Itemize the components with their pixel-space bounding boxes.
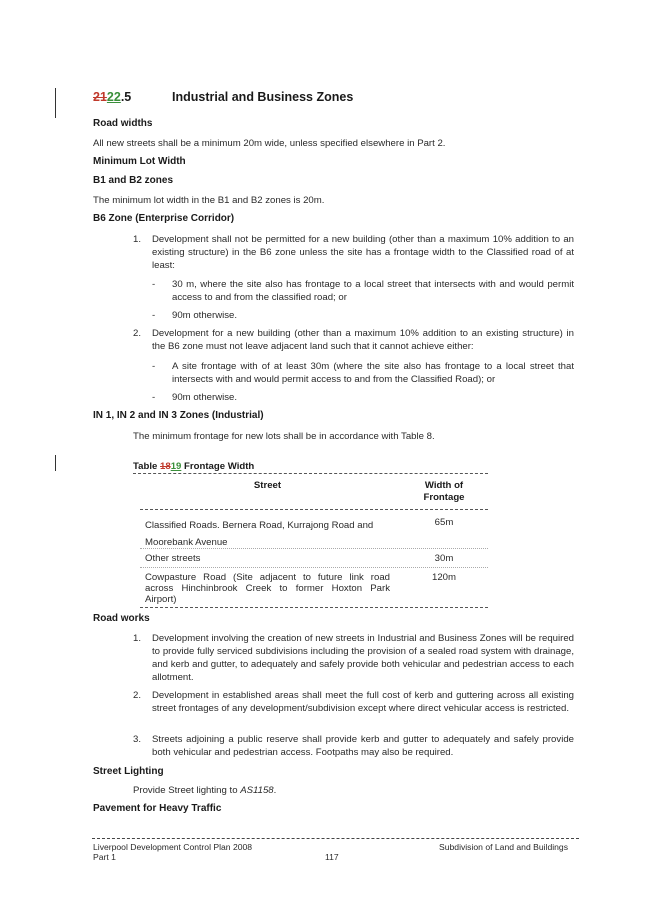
list-item: Development in established areas shall meet the full cost of kerb and guttering across all existing street frontages of any development/subdivision except where direct vehicular access is restricted. [152, 690, 574, 714]
change-bar [55, 88, 56, 118]
road-widths-text: All new streets shall be a minimum 20m wide, unless specified elsewhere in Part 2. [93, 138, 446, 149]
footer-part: Part 1 [93, 852, 116, 862]
table-cell-width: 120m [432, 572, 456, 583]
list-item: Streets adjoining a public reserve shall provide kerb and gutter to adequately and safely provide both vehicular and pedestrian access. Footpaths may also be required. [152, 734, 574, 758]
list-item: Development shall not be permitted for a new building (other than a maximum 10% addition to an existing structure) in the B6 zone unless the site has a frontage width to the Classified road of at least: [152, 234, 574, 271]
footer-chapter: Subdivision of Land and Buildings [439, 842, 568, 852]
section-number: 2122.5 [93, 90, 132, 104]
table-rule [140, 567, 488, 568]
page-number: 117 [325, 852, 339, 862]
min-lot-heading: Minimum Lot Width [93, 156, 186, 167]
table-caption: Table 1819 Frontage Width [133, 461, 255, 472]
footer-rule [92, 838, 579, 839]
pavement-heading: Pavement for Heavy Traffic [93, 803, 222, 814]
list-number: 1. [133, 633, 142, 644]
table-cell-street: Classified Roads. Bernera Road, Kurrajong Road and Moorebank Avenue [145, 520, 374, 548]
table-cell-street: Other streets [145, 553, 201, 564]
street-lighting-text: Provide Street lighting to AS1158. [133, 785, 277, 796]
b6-heading: B6 Zone (Enterprise Corridor) [93, 213, 235, 224]
sub-list-item: 90m otherwise. [172, 392, 238, 403]
table-rule [140, 548, 488, 549]
in-zones-heading: IN 1, IN 2 and IN 3 Zones (Industrial) [93, 410, 264, 421]
table-cell-width: 65m [434, 517, 454, 528]
change-bar [55, 455, 56, 471]
table-cell-street: Cowpasture Road (Site adjacent to future link road across Hinchinbrook Creek to former Hoxton Park Airport) [145, 572, 390, 605]
dash-bullet: - [152, 310, 156, 321]
table-rule [133, 473, 488, 474]
b1-b2-heading: B1 and B2 zones [93, 175, 174, 186]
footer-doc-title: Liverpool Development Control Plan 2008 [93, 842, 253, 852]
list-number: 1. [133, 234, 142, 245]
in-zones-text: The minimum frontage for new lots shall be in accordance with Table 8. [133, 431, 435, 442]
table-header-street: Street [253, 480, 282, 491]
table-header-width: Width of Frontage [423, 480, 465, 503]
min-lot-text: The minimum lot width in the B1 and B2 zones is 20m. [93, 195, 325, 206]
table-cell-width: 30m [434, 553, 454, 564]
standard-reference: AS1158 [240, 785, 274, 796]
list-number: 2. [133, 328, 142, 339]
section-title: Industrial and Business Zones [172, 90, 354, 104]
road-works-heading: Road works [93, 613, 150, 624]
street-lighting-heading: Street Lighting [93, 766, 164, 777]
list-item: Development for a new building (other than a maximum 10% addition to an existing structure) in the B6 zone must not leave adjacent land such that it cannot achieve either: [152, 328, 574, 352]
dash-bullet: - [152, 279, 156, 290]
list-number: 3. [133, 734, 142, 745]
sub-list-item: 90m otherwise. [172, 310, 238, 321]
road-widths-heading: Road widths [93, 118, 153, 129]
dash-bullet: - [152, 392, 156, 403]
table-rule [140, 509, 488, 510]
sub-list-item: A site frontage with of at least 30m (where the site also has frontage to a local street that intersects with and would permit access to and from the Classified Road); or [172, 361, 574, 385]
table-rule [140, 607, 488, 608]
list-number: 2. [133, 690, 142, 701]
dash-bullet: - [152, 361, 156, 372]
sub-list-item: 30 m, where the site also has frontage to a local street that intersects with and would permit access to and from the classified road; or [172, 279, 574, 303]
list-item: Development involving the creation of new streets in Industrial and Business Zones will be required to provide fully serviced subdivisions including the provision of a sealed road system with drainage, and kerb and gutter, to adequately and safely provide both vehicular and pedestrian access to each allotment. [152, 633, 574, 683]
